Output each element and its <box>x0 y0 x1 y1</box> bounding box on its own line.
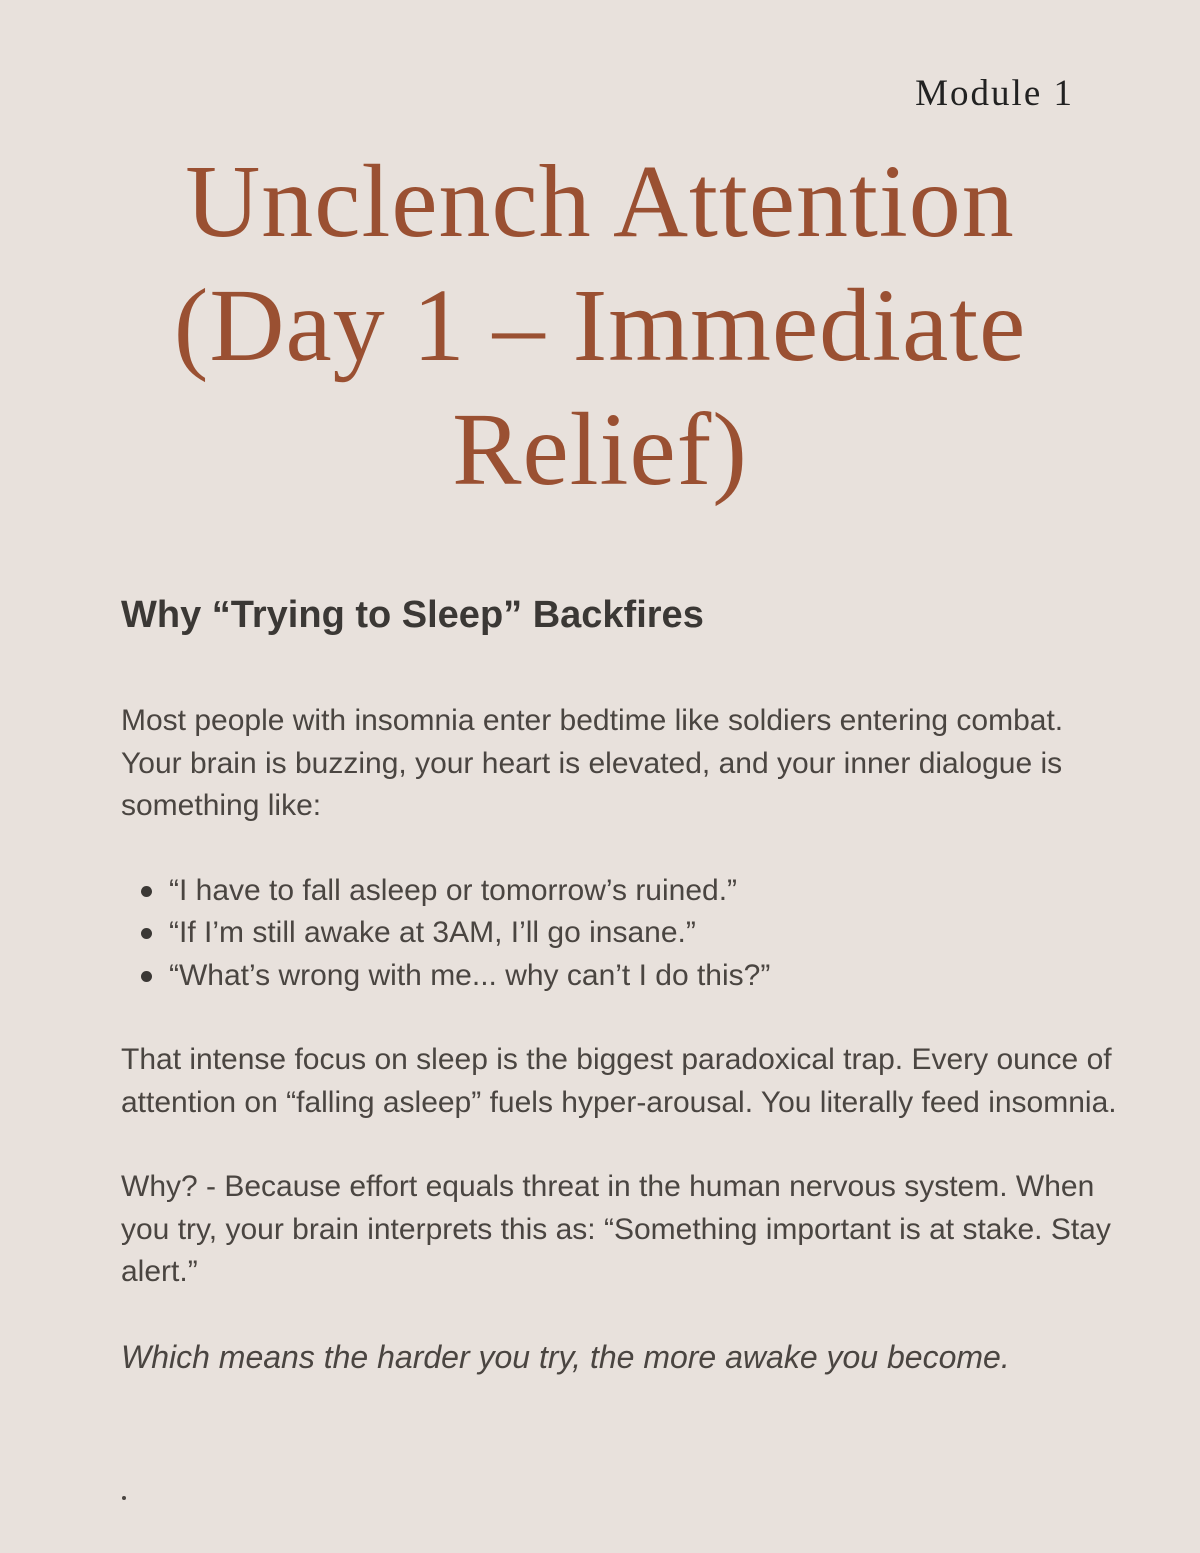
title-line-1: Unclench Attention <box>185 144 1015 259</box>
bullet-icon <box>141 971 152 982</box>
focus-paragraph: That intense focus on sleep is the biggest paradoxical trap. Every ounce of attention on “falling asleep” fuels hyper-arousal. You literally feed insomnia. <box>121 1043 1117 1119</box>
list-item-text: “I have to fall asleep or tomorrow’s ruined.” <box>169 873 738 907</box>
bullet-icon <box>141 928 152 939</box>
title-line-3: Relief) <box>452 392 748 507</box>
list-item <box>139 912 1131 955</box>
list-item <box>139 955 1131 998</box>
module-label: Module 1 <box>915 73 1074 114</box>
title-line-2: (Day 1 – Immediate <box>173 268 1027 383</box>
body-content <box>121 700 1131 1378</box>
period-mark <box>122 1496 126 1500</box>
list-item-text: “If I’m still awake at 3AM, I’ll go insane.” <box>169 916 696 949</box>
page-title <box>0 140 1200 512</box>
conclusion-line: Which means the harder you try, the more awake you become. <box>121 1338 1010 1375</box>
bullet-icon <box>141 886 152 897</box>
section-heading: Why “Trying to Sleep” Backfires <box>121 594 704 636</box>
why-paragraph: Why? - Because effort equals threat in the human nervous system. When you try, your brain interprets this as: “Something important is at stake. Stay alert.” <box>121 1170 1111 1288</box>
list-item-text: “What’s wrong with me... why can’t I do this?” <box>169 958 771 992</box>
thoughts-list <box>121 870 1131 998</box>
intro-paragraph: Most people with insomnia enter bedtime like soldiers entering combat. Your brain is buzzing, your heart is elevated, and your inner dialogue is something like: <box>121 704 1064 822</box>
list-item <box>139 870 1131 913</box>
